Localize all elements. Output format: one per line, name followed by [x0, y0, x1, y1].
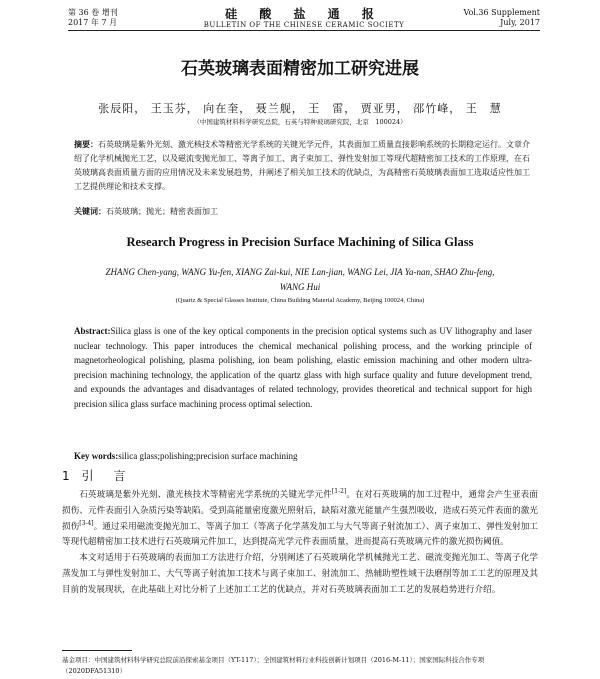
abstract-en-text: Silica glass is one of the key optical components in the precision optical systems such as UV lithography and laser nuclear technology. This paper introduces the chemical mechanical polishing process, and the working principle of magnetorheological polishing, plasma polishing, ion beam polishing, elastic emission machining and other modern ultra-precision machining technology, the application of the quartz glass with high surface quality and future development trend, and expounds the advantages and disadvantages of related technology, provides theoretical and technical support for high precision silica glass surface machining process optimal selection. [74, 326, 532, 409]
abstract-cn [74, 137, 530, 194]
volume-en: Vol.36 Supplement [463, 8, 540, 17]
keywords-en [74, 451, 532, 461]
abstract-en [74, 324, 532, 412]
citation[interactable]: [1-2] [331, 488, 347, 496]
header-right [463, 8, 540, 28]
paragraph-2: 本文对适用于石英玻璃的表面加工方法进行介绍，分别阐述了石英玻璃化学机械抛光工艺、磁流变抛光加工、等离子化学蒸发加工与弹性发射加工、大气等离子射流加工技术与离子束加工、射流加工、热辅助塑性域干法磨削等加工工艺的原理及其目前的发展现状，在此基础上对比分析了上述加工工艺的优缺点，并对石英玻璃表面加工工艺的发展趋势进行介绍。 [62, 553, 538, 595]
keywords-cn-text: 石英玻璃；抛光；精密表面加工 [106, 207, 218, 216]
authors-en: ZHANG Chen-yang, WANG Yu-fen, XIANG Zai-kui, NIE Lan-jian, WANG Lei, JIA Ya-nan, SHAO Zhu-feng, WANG Hui [105, 267, 495, 292]
citation[interactable]: [3-4] [79, 519, 94, 527]
funding-footnote: 基金项目：中国建筑材料科学研究总院前沿探索基金项目（YT-117）；全国建筑材料行业科技创新计划项目（2016-M-11）；国家国际科技合作专项（2020DFA51310） [62, 656, 485, 675]
journal-name-cn: 硅 酸 盐 通 报 [225, 7, 383, 21]
section-number: 1 [62, 469, 74, 483]
footnote-divider [62, 650, 132, 651]
abstract-en-label: Abstract: [74, 326, 111, 336]
journal-name-en: BULLETIN OF THE CHINESE CERAMIC SOCIETY [203, 21, 405, 29]
section-body [62, 488, 538, 599]
paragraph-1 [62, 488, 538, 551]
affiliation-cn: （中国建筑材料科学研究总院，石英与特种玻璃研究院，北京 100024） [193, 118, 407, 126]
abstract-cn-label: 摘要： [74, 139, 98, 149]
date-cn: 2017 年 7 月 [68, 18, 118, 27]
keywords-en-text: silica glass;polishing;precision surface machining [118, 451, 298, 461]
affiliation-en: (Quartz & Special Glasses Institute, China Building Material Academy, Beijing 100024, China) [175, 297, 425, 304]
p1-text-b: 。在对石英玻璃的加工过程中，通常会产生亚表面损伤、元件表面引入杂质污染等缺陷。受到高能量密度激光照射后，缺陷对激光能量产生强烈吸收，造成石英元件表面的激光损伤 [62, 490, 538, 532]
keywords-cn [74, 206, 530, 217]
keywords-en-label: Key words: [74, 451, 119, 461]
section-title: 引 言 [81, 469, 130, 483]
date-en: July, 2017 [500, 18, 540, 27]
p1-text-c: 。通过采用磁流变抛光加工、等离子加工（等离子化学蒸发加工与大气等离子射流加工）、离子束加工、弹性发射加工等现代超精密加工技术进行石英玻璃元件加工，达到提高光学元件表面质量，进而提高石英玻璃元件的激光损伤阈值。 [62, 521, 538, 548]
running-header [68, 8, 540, 31]
abstract-cn-text: 石英玻璃是紫外光刻、激光核技术等精密光学系统的关键光学元件，其表面加工质量直接影响系统的长期稳定运行。文章介绍了化学机械抛光工艺，以及磁流变抛光加工、等离子加工、离子束加工、弹性发射加工等现代超精密加工技术的工作原理，在石英玻璃高表面质量方面的应用情况及未来发展趋势，并阐述了相关加工技术的优缺点，为高精密石英玻璃表面加工选取适应性加工工艺提供理论和技术支撑。 [74, 140, 530, 191]
paper-title-en: Research Progress in Precision Surface Machining of Silica Glass [126, 235, 474, 249]
volume-cn: 第 36 卷 增刊 [68, 8, 118, 17]
authors-cn: 张辰阳， 王玉芬， 向在奎， 聂兰舰， 王 雷， 贾亚男， 邵竹峰， 王 慧 [98, 102, 502, 115]
paper-title-cn: 石英玻璃表面精密加工研究进展 [181, 59, 419, 79]
p1-text-a: 石英玻璃是紫外光刻、激光核技术等精密光学系统的关键光学元件 [79, 490, 332, 500]
keywords-cn-label: 关键词： [74, 206, 106, 216]
section-heading [62, 467, 129, 484]
